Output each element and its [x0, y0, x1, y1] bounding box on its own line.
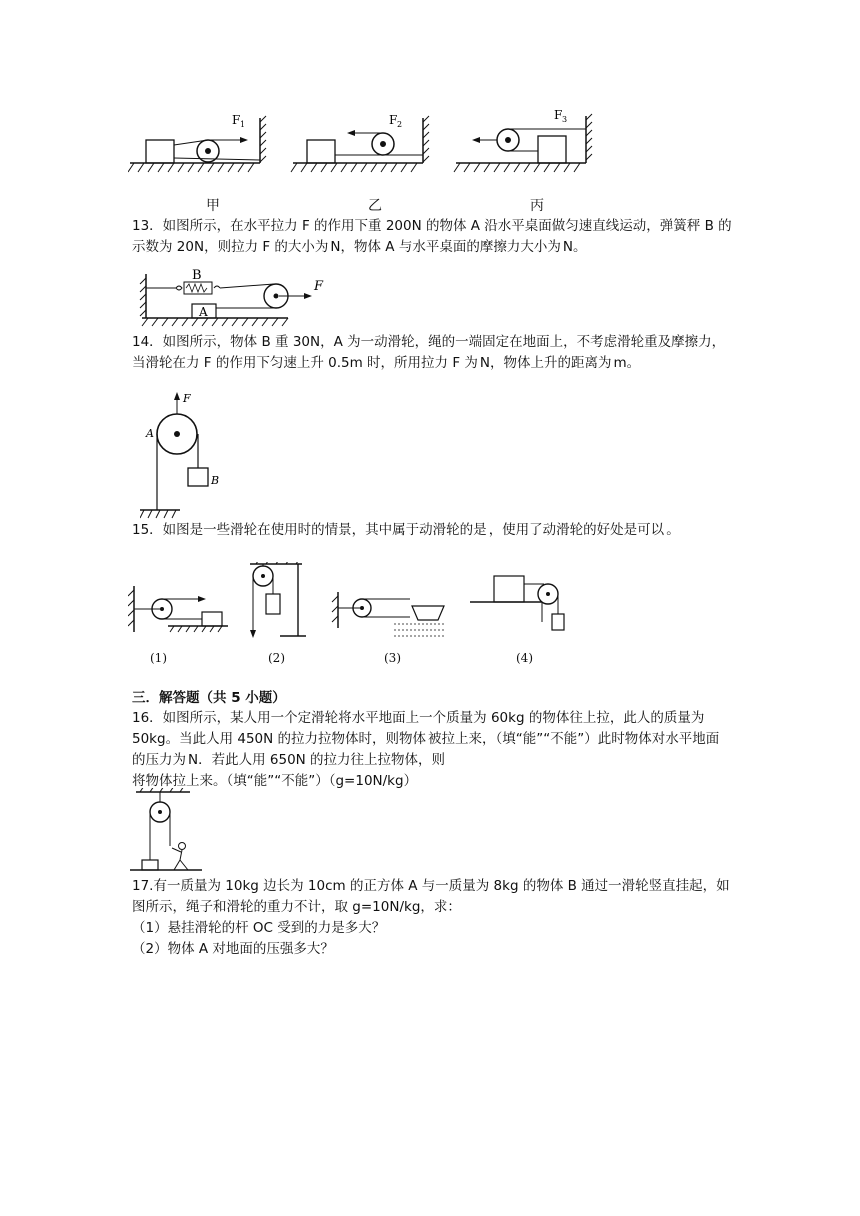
fig12-label-yi: 乙: [368, 198, 382, 214]
svg-text:1: 1: [240, 120, 246, 129]
q12-diagram-bing: [454, 108, 592, 172]
fig12-label-bing: 丙: [530, 198, 544, 214]
force-label-f3: F: [554, 108, 563, 122]
q15-text-c: 。: [666, 522, 680, 538]
q15-label-4: (4): [516, 651, 533, 665]
question-14: [132, 332, 732, 374]
q14-text-b: N，物体上升的距离为: [479, 355, 612, 371]
q14-text-a: 14．如图所示，物体 B 重 30N，A 为一动滑轮，绳的一端固定在地面上，不考虑滑轮重及摩擦力，当滑轮在力 F 的作用下匀速上升 0.5m 时，所用拉力 F 为: [132, 334, 726, 371]
force-label-f2: F: [389, 113, 398, 127]
q12-diagram-yi: [291, 113, 429, 172]
q17-sub-2: （2）物体 A 对地面的压强多大？: [132, 941, 334, 957]
section-3-title: 三．解答题（共 5 小题）: [132, 690, 286, 706]
q15-label-3: (3): [384, 651, 401, 665]
question-16: [132, 708, 732, 792]
q12-diagram-jia: [128, 113, 266, 172]
q15-text-b: ，使用了动滑轮的好处是可以: [488, 522, 665, 538]
q15-diagram-4: [470, 576, 564, 630]
force-label-f1: F: [232, 113, 241, 127]
q15-diagram-3: [332, 592, 446, 636]
q17-text: 17.有一质量为 10kg 边长为 10cm 的正方体 A 与一质量为 8kg 的物体 B 通过一滑轮竖直挂起，如图所示，绳子和滑轮的重力不计，取 g=10N/kg，求：: [132, 878, 730, 915]
q17-sub-1: （1）悬挂滑轮的杆 OC 受到的力是多大？: [132, 920, 386, 936]
q16-text-a: 16．如图所示，某人用一个定滑轮将水平地面上一个质量为 60kg 的物体往上拉，此人的质量为 50kg。当此人用 450N 的拉力拉物体时，则物体: [132, 710, 705, 747]
question-17: [132, 876, 732, 918]
q15-label-2: (2): [268, 651, 285, 665]
q16-text-d: 将物体拉上来。（填“能”“不能”）（g=10N/kg）: [132, 773, 418, 789]
q16-text-c: N．若此人用 650N 的拉力往上拉物体，则: [188, 752, 446, 768]
q12-figure: [128, 100, 598, 185]
question-13: [132, 216, 732, 258]
svg-text:2: 2: [397, 120, 403, 129]
q14-force-label: F: [183, 392, 191, 405]
q16-text-b: 被拉上来，（填“能”“不能”）此时物体对水平地面的压力为: [132, 731, 720, 768]
q14-pulley-label: A: [146, 427, 154, 440]
q14-block-label: B: [211, 474, 220, 487]
q15-label-1: (1): [150, 651, 167, 665]
q14-figure: [140, 392, 240, 520]
fig12-label-jia: 甲: [206, 198, 220, 214]
q13-block-label: A: [199, 305, 208, 319]
svg-text:3: 3: [562, 115, 568, 124]
q15-diagram-2: [250, 562, 306, 638]
q15-diagram-1: [128, 586, 228, 632]
q14-text-c: m。: [613, 355, 641, 371]
q15-text-a: 15．如图是一些滑轮在使用时的情景，其中属于动滑轮的是: [132, 522, 487, 538]
question-15: [132, 520, 732, 541]
q13-text-a: 13．如图所示，在水平拉力 F 的作用下重 200N 的物体 A 沿水平桌面做匀速直线运动，弹簧秤 B 的示数为 20N，则拉力 F 的大小为: [132, 218, 732, 255]
q13-spring-label: B: [192, 268, 202, 283]
q15-figure: [128, 562, 588, 644]
q16-figure: [130, 788, 204, 874]
q13-force-label: F: [314, 279, 324, 294]
q13-figure: [138, 262, 328, 328]
q13-text-c: N。: [562, 239, 587, 255]
q13-text-b: N，物体 A 与水平桌面的摩擦力大小为: [330, 239, 561, 255]
